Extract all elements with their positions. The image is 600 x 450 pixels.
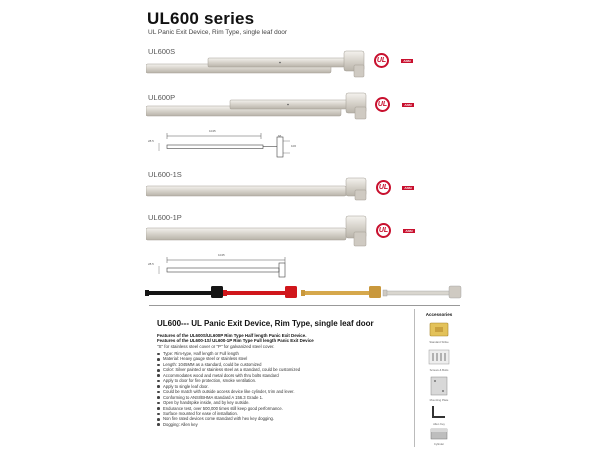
ansi-badge: ANSI: [402, 103, 414, 107]
ul-certification-logo: UL: [376, 180, 391, 195]
list-item: Length: 1045MM as a standard, could be customized: [157, 362, 300, 367]
dimension-overall: 1045: [209, 129, 216, 133]
dimension-drawing-full-length: [155, 254, 305, 282]
dimension-right: 66: [278, 134, 282, 138]
features-list: [157, 351, 300, 427]
dimension-overall-2: 1045: [218, 253, 225, 257]
cylinder-image: [427, 427, 451, 443]
accessory-label: Screws & Bolts: [429, 368, 449, 372]
accessory-label: Standard Strike: [429, 340, 449, 344]
panel-divider: [149, 305, 460, 306]
dimension-height-right: 106: [291, 144, 297, 148]
model-label-ul600p: UL600P: [148, 93, 176, 102]
list-item: Open by handspike inside, and by key outside.: [157, 400, 300, 405]
screws-image: [427, 347, 451, 367]
model-label-ul600-1s: UL600-1S: [148, 170, 182, 179]
list-item: Apply to door for fire protection, smoke ventilation.: [157, 378, 300, 383]
accessory-label: Allen Key: [433, 422, 445, 426]
gold-variant-image: [301, 286, 381, 298]
list-item: Dogging: Allen key: [157, 422, 300, 427]
dimension-height-left: 28.5: [148, 139, 154, 143]
list-item: Material: Heavy gauge steel or stainless steel: [157, 356, 300, 361]
allen-key-icon: [427, 404, 451, 422]
list-item: Type: Rim-type, Half length or Full length: [157, 351, 300, 356]
panel-title: UL600--- UL Panic Exit Device, Rim Type, single leaf door: [157, 319, 374, 328]
dimension-drawing-half-length: [155, 130, 305, 166]
exit-device-ul600-1s-image: [146, 168, 371, 204]
exit-device-ul600p-image: [146, 92, 371, 126]
page-title: UL600 series: [147, 9, 255, 28]
ul-certification-logo: UL: [375, 97, 390, 112]
model-label-ul600-1p: UL600-1P: [148, 213, 182, 222]
features-heading-full-length: Features of the UL600-1S/ UL600-1P Rim Type Full length Panic Exit Device: [157, 338, 314, 344]
page-subtitle: UL Panic Exit Device, Rim Type, single leaf door: [148, 29, 288, 36]
exit-device-ul600s-image: [146, 45, 371, 81]
dimension-height-left-2: 28.5: [148, 262, 154, 266]
list-item: Surface mounted for ease of installation.: [157, 411, 300, 416]
list-item: Color: Silver painted or stainless steel as a standard, could be customized: [157, 367, 300, 372]
accessory-label: Cylinder: [433, 442, 445, 446]
accessories-title: Accessories: [425, 312, 453, 317]
ansi-badge: ANSI: [401, 59, 413, 63]
satin-variant-image: [383, 286, 461, 298]
strike-image: [427, 321, 451, 339]
color-variants-row: [145, 285, 465, 301]
features-block: [157, 333, 407, 349]
list-item: Accommodates wood and metal doors with thru bolts standard: [157, 373, 300, 378]
ul-certification-logo: UL: [374, 53, 389, 68]
exit-device-ul600-1p-image: [146, 212, 371, 248]
ul-certification-logo: UL: [376, 223, 391, 238]
accessories-column: [414, 309, 463, 447]
model-label-ul600s: UL600S: [148, 47, 176, 56]
features-heading-half-length: Features of the UL600S/UL600P Rim Type Half length Panic Exit Device.: [157, 333, 307, 338]
list-item: Non fire rated devices come standard with hex key dogging.: [157, 416, 300, 421]
list-item: Apply to single leaf door.: [157, 384, 300, 389]
list-item: Could be match with outside access device like cylinder, trim and lever.: [157, 389, 300, 394]
red-variant-image: [223, 286, 297, 298]
list-item: Endurance test, over 500,000 times still keep good performance.: [157, 406, 300, 411]
ansi-badge: ANSI: [403, 229, 415, 233]
list-item: Conforming to ANSI/BHMA standard A 156.3 Grade 1.: [157, 395, 300, 400]
accessory-label: Mounting Plate: [429, 398, 449, 402]
black-variant-image: [145, 286, 223, 298]
ansi-badge: ANSI: [402, 186, 414, 190]
mounting-plate-image: [427, 375, 451, 397]
features-note: "S" for stainless steel cover or "P" for galvanized steel cover.: [157, 343, 275, 349]
